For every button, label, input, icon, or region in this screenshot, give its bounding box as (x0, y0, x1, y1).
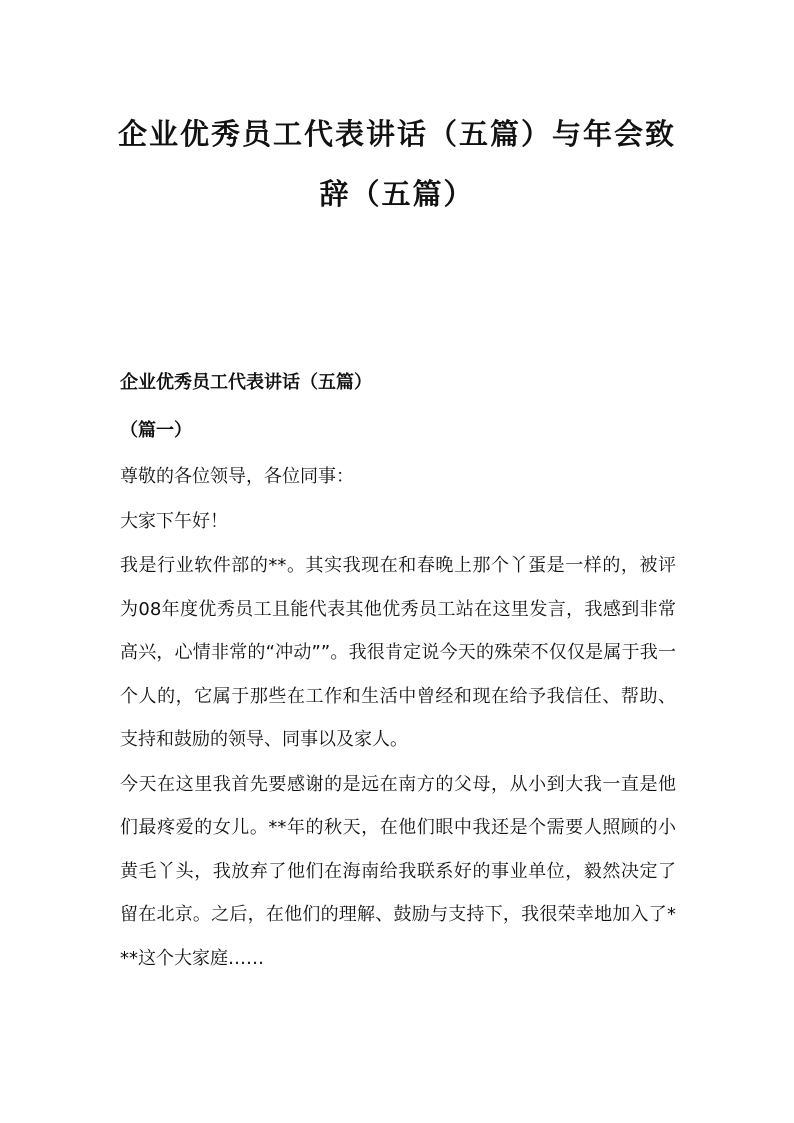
section-title: 企业优秀员工代表讲话（五篇） (120, 372, 372, 393)
body-paragraph-intro: 我是行业软件部的**。其实我现在和春晚上那个丫蛋是一样的，被评为08年度优秀员工且能代表其他优秀员工站在这里发言，我感到非常高兴，心情非常的“冲动””。我很肯定说今天的殊荣不仅仅是属于我一个人的，它属于那些在工作和生活中曾经和现在给予我信任、帮助、支持和鼓励的领导、同事以及家人。 (120, 555, 676, 750)
document-title: 企业优秀员工代表讲话（五篇）与年会致辞（五篇） (117, 117, 676, 211)
greeting-paragraph: 大家下午好！ (120, 510, 228, 532)
document-body (120, 359, 676, 980)
salutation-paragraph: 尊敬的各位领导，各位同事： (120, 466, 354, 487)
body-paragraph-thanks: 今天在这里我首先要感谢的是远在南方的父母，从小到大我一直是他们最疼爱的女儿。**年的秋天，在他们眼中我还是个需要人照顾的小黄毛丫头，我放弃了他们在海南给我联系好的事业单位，毅然决定了留在北京。之后，在他们的理解、鼓励与支持下，我很荣幸地加入了***这个大家庭…… (120, 773, 676, 969)
part-label: （篇一） (120, 420, 192, 441)
